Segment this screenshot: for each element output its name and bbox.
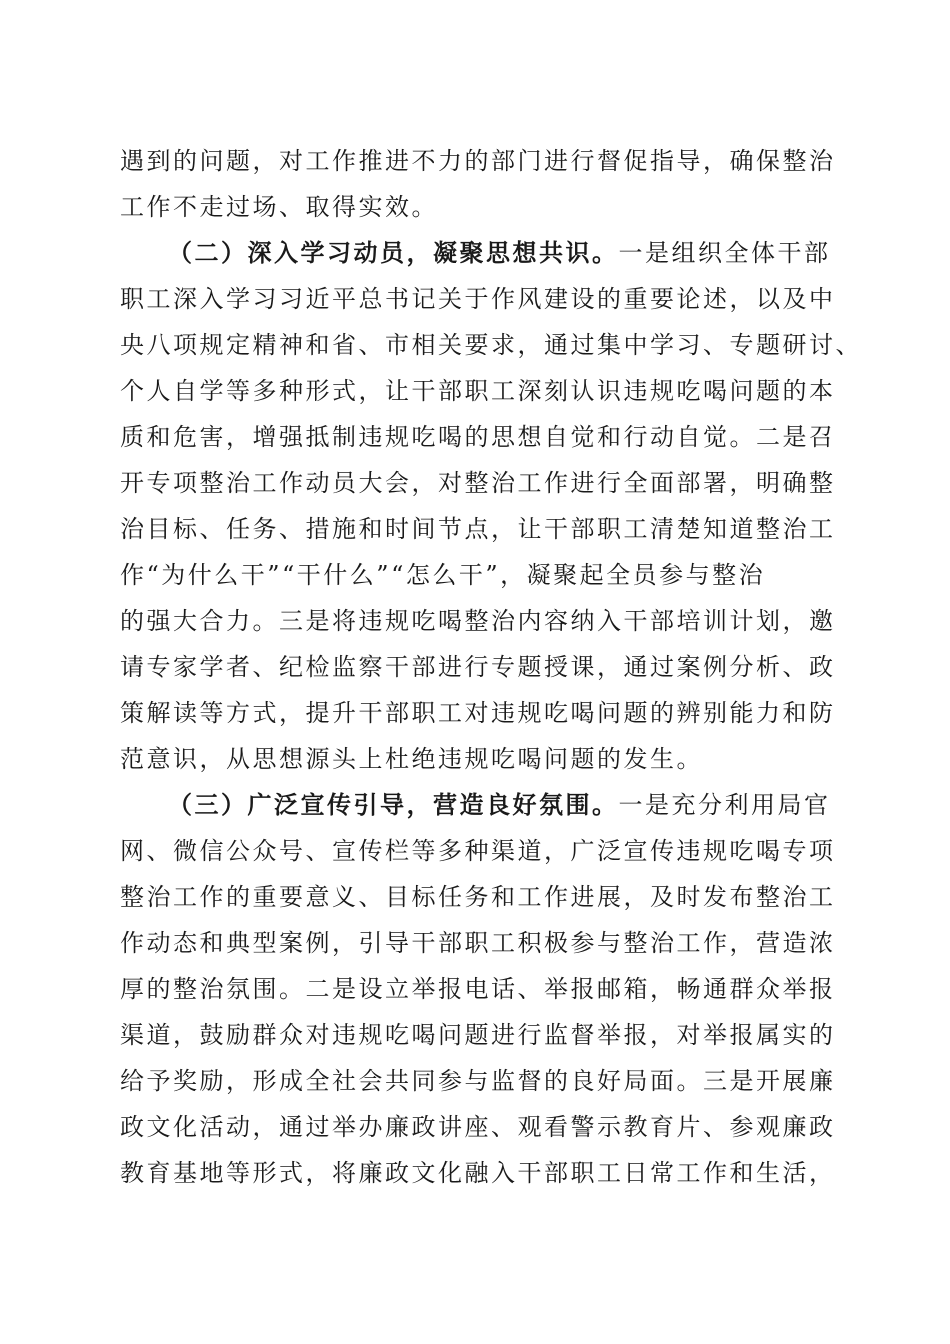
section-3-first-line [168,788,831,822]
paragraph-line: 治目标、任务、措施和时间节点，让干部职工清楚知道整治工 [120,515,836,543]
paragraph-line: 整治工作的重要意义、目标任务和工作进展，及时发布整治工 [120,883,836,911]
paragraph-line: 给予奖励，形成全社会共同参与监督的良好局面。三是开展廉 [120,1067,836,1095]
paragraph-line: 渠道，鼓励群众对违规吃喝问题进行监督举报，对举报属实的 [120,1021,836,1049]
section-3-heading: （三）广泛宣传引导，营造良好氛围。 [168,790,619,819]
paragraph-line: 教育基地等形式，将廉政文化融入干部职工日常工作和生活， [120,1159,836,1187]
paragraph-line: 工作不走过场、取得实效。 [120,193,438,221]
section-2-heading: （二）深入学习动员，凝聚思想共识。 [168,238,619,267]
paragraph-line: 网、微信公众号、宣传栏等多种渠道，广泛宣传违规吃喝专项 [120,837,836,865]
paragraph-line: 职工深入学习习近平总书记关于作风建设的重要论述，以及中 [120,285,836,313]
section-2-first-line-text: 一是组织全体干部 [618,239,831,267]
paragraph-line: 策解读等方式，提升干部职工对违规吃喝问题的辨别能力和防 [120,699,836,727]
paragraph-line: 厚的整治氛围。二是设立举报电话、举报邮箱，畅通群众举报 [120,975,836,1003]
section-2-first-line [168,236,831,270]
paragraph-line: 开专项整治工作动员大会，对整治工作进行全面部署，明确整 [120,469,836,497]
paragraph-line: 央八项规定精神和省、市相关要求，通过集中学习、专题研讨、 [120,331,862,359]
paragraph-line: 作动态和典型案例，引导干部职工积极参与整治工作，营造浓 [120,929,836,957]
paragraph-line: 作“为什么干”“干什么”“怎么干”，凝聚起全员参与整治 [120,561,766,589]
paragraph-line: 范意识，从思想源头上杜绝违规吃喝问题的发生。 [120,745,703,773]
paragraph-line: 请专家学者、纪检监察干部进行专题授课，通过案例分析、政 [120,653,836,681]
paragraph-line: 质和危害，增强抵制违规吃喝的思想自觉和行动自觉。二是召 [120,423,836,451]
paragraph-line: 政文化活动，通过举办廉政讲座、观看警示教育片、参观廉政 [120,1113,836,1141]
section-3-first-line-text: 一是充分利用局官 [618,791,831,819]
paragraph-line: 遇到的问题，对工作推进不力的部门进行督促指导，确保整治 [120,147,836,175]
paragraph-line: 个人自学等多种形式，让干部职工深刻认识违规吃喝问题的本 [120,377,836,405]
paragraph-line: 的强大合力。三是将违规吃喝整治内容纳入干部培训计划，邀 [120,607,836,635]
